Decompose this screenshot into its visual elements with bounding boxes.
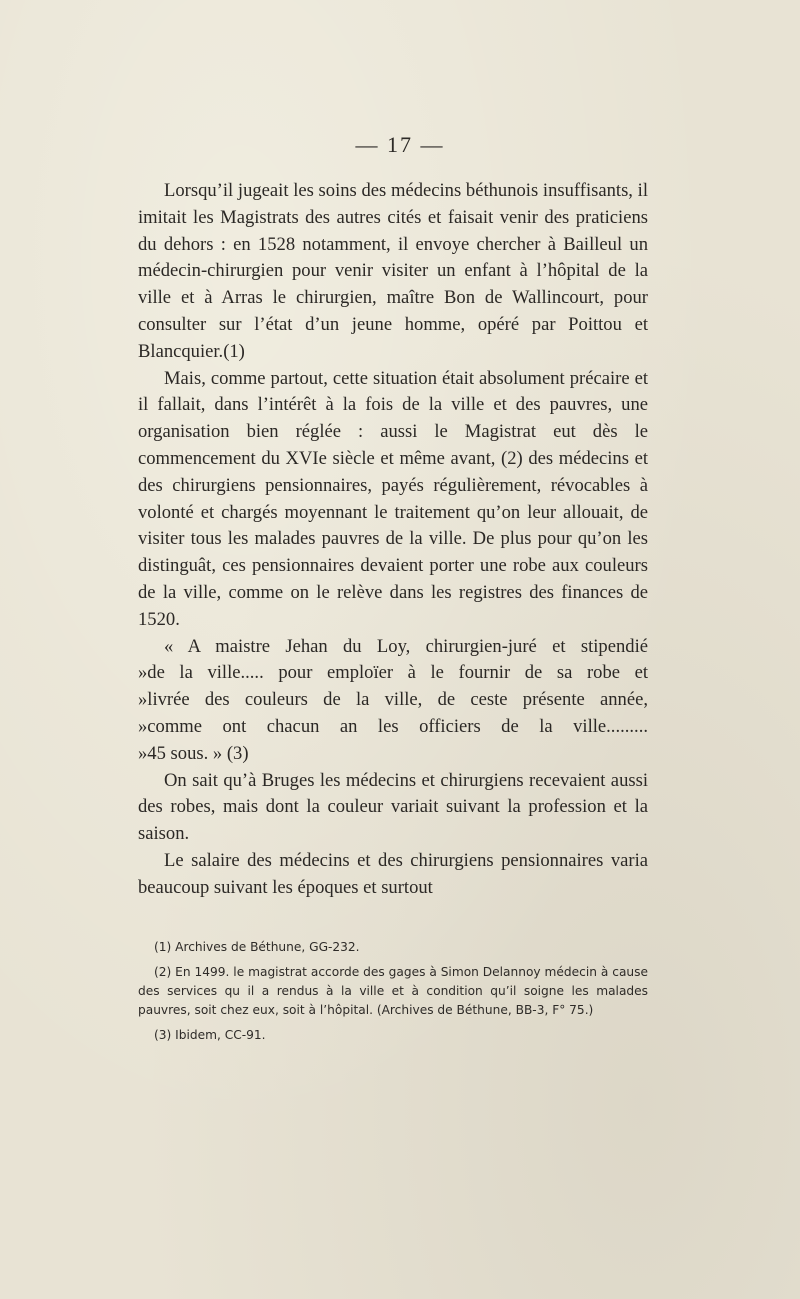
- footnote: (2) En 1499. le magistrat accorde des gages à Simon Delannoy médecin à cause des services qu il a rendus à la ville et à condition qu’il soigne les malades pauvres, soit chez eux, soit à l’hôpital. (Archives de Béthune, BB-3, F° 75.): [138, 965, 648, 1017]
- quote-line: »livrée des couleurs de la ville, de ceste présente année,: [138, 689, 648, 711]
- footnotes: [138, 938, 648, 1051]
- paragraph: On sait qu’à Bruges les médecins et chirurgiens recevaient aussi des robes, mais dont la couleur variait suivant la profession et la saison.: [138, 769, 648, 845]
- quote-line: « A maistre Jehan du Loy, chirurgien-juré et stipendié: [164, 635, 648, 657]
- quote-line: »comme ont chacun an les officiers de la ville.........: [138, 715, 648, 737]
- paragraph: Le salaire des médecins et des chirurgiens pensionnaires varia beaucoup suivant les époques et surtout: [138, 849, 648, 898]
- quote-line: »45 sous. » (3): [138, 742, 249, 764]
- footnote: (3) Ibidem, CC-91.: [154, 1028, 266, 1042]
- paragraph: Lorsqu’il jugeait les soins des médecins béthunois insuffisants, il imitait les Magistrats des autres cités et faisait venir des praticiens du dehors : en 1528 notamment, il envoye chercher à Bailleul un médecin-chirurgien pour venir visiter un enfant à l’hôpital de la ville et à Arras le chirurgien, maître Bon de Wallincourt, pour consulter sur l’état d’un jeune homme, opéré par Poittou et Blancquier.(1): [138, 180, 648, 362]
- quotation: [138, 634, 648, 768]
- body-text: [138, 178, 648, 902]
- paragraph: Mais, comme partout, cette situation était absolument précaire et il fallait, dans l’intérêt à la fois de la ville et des pauvres, une organisation bien réglée : aussi le Magistrat eut dès le commencement du XVIe siècle et même avant, (2) des médecins et des chirurgiens pensionnaires, payés régulièrement, révocables à volonté et chargés moyennant le traitement qu’on leur allouait, de visiter tous les malades pauvres de la ville. De plus pour qu’on les distinguât, ces pensionnaires devaient porter une robe aux couleurs de la ville, comme on le relève dans les registres des finances de 1520.: [138, 367, 648, 630]
- quote-line: »de la ville..... pour emploïer à le fournir de sa robe et: [138, 662, 648, 684]
- footnote: (1) Archives de Béthune, GG-232.: [154, 940, 360, 954]
- page-number: — 17 —: [355, 132, 445, 157]
